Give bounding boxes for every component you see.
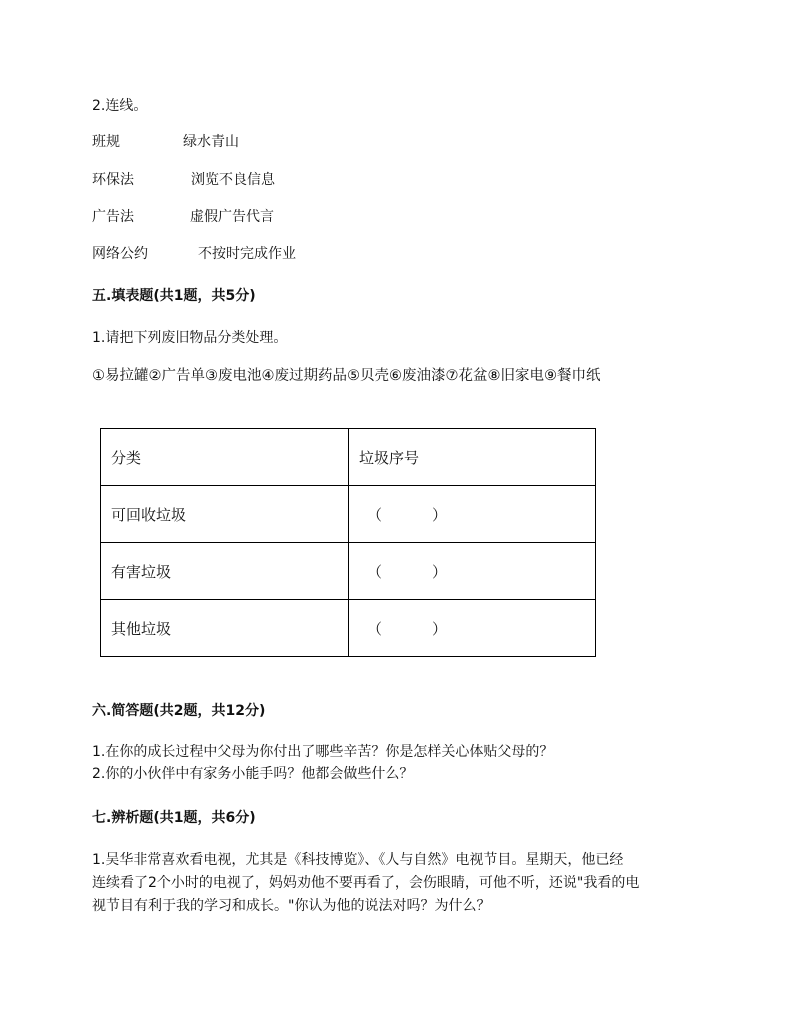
close-paren: ） bbox=[432, 619, 448, 638]
table-row bbox=[101, 486, 596, 543]
open-paren: （ bbox=[367, 562, 383, 581]
matching-question-title: 2.连线。 bbox=[92, 98, 148, 114]
section-five-heading: 五.填表题(共1题，共5分) bbox=[92, 288, 256, 304]
section-six-heading: 六.简答题(共2题，共12分) bbox=[92, 703, 266, 719]
table-cell-category: 其他垃圾 bbox=[101, 600, 349, 657]
answer-blank[interactable] bbox=[349, 486, 596, 543]
analysis-question-line-3: 视节目有利于我的学习和成长。"你认为他的说法对吗？为什么？ bbox=[92, 898, 491, 914]
analysis-question-line-1: 1.吴华非常喜欢看电视，尤其是《科技博览》、《人与自然》电视节目。星期天，他已经 bbox=[92, 852, 624, 868]
matching-left-4: 网络公约 bbox=[92, 246, 148, 262]
table-row bbox=[101, 543, 596, 600]
matching-right-3: 虚假广告代言 bbox=[190, 209, 274, 225]
table-header-category: 分类 bbox=[101, 429, 349, 486]
section-five-question: 1.请把下列废旧物品分类处理。 bbox=[92, 330, 288, 346]
matching-right-4: 不按时完成作业 bbox=[198, 246, 296, 262]
short-answer-question-1: 1.在你的成长过程中父母为你付出了哪些辛苦？你是怎样关心体贴父母的？ bbox=[92, 744, 554, 760]
matching-left-2: 环保法 bbox=[92, 172, 134, 188]
table-row bbox=[101, 600, 596, 657]
table-cell-category: 有害垃圾 bbox=[101, 543, 349, 600]
table-header-row bbox=[101, 429, 596, 486]
open-paren: （ bbox=[367, 505, 383, 524]
close-paren: ） bbox=[432, 505, 448, 524]
open-paren: （ bbox=[367, 619, 383, 638]
waste-items-list: ①易拉罐②广告单③废电池④废过期药品⑤贝壳⑥废油漆⑦花盆⑧旧家电⑨餐巾纸 bbox=[92, 368, 601, 384]
matching-right-2: 浏览不良信息 bbox=[191, 172, 275, 188]
close-paren: ） bbox=[432, 562, 448, 581]
matching-left-3: 广告法 bbox=[92, 209, 134, 225]
table-header-numbers: 垃圾序号 bbox=[349, 429, 596, 486]
table-cell-category: 可回收垃圾 bbox=[101, 486, 349, 543]
matching-right-1: 绿水青山 bbox=[183, 134, 239, 150]
matching-left-1: 班规 bbox=[92, 134, 120, 150]
analysis-question-line-2: 连续看了2个小时的电视了，妈妈劝他不要再看了，会伤眼睛，可他不听，还说"我看的电 bbox=[92, 875, 640, 891]
waste-sorting-table bbox=[100, 428, 596, 657]
answer-blank[interactable] bbox=[349, 543, 596, 600]
section-seven-heading: 七.辨析题(共1题，共6分) bbox=[92, 810, 256, 826]
answer-blank[interactable] bbox=[349, 600, 596, 657]
short-answer-question-2: 2.你的小伙伴中有家务小能手吗？他都会做些什么？ bbox=[92, 766, 414, 782]
